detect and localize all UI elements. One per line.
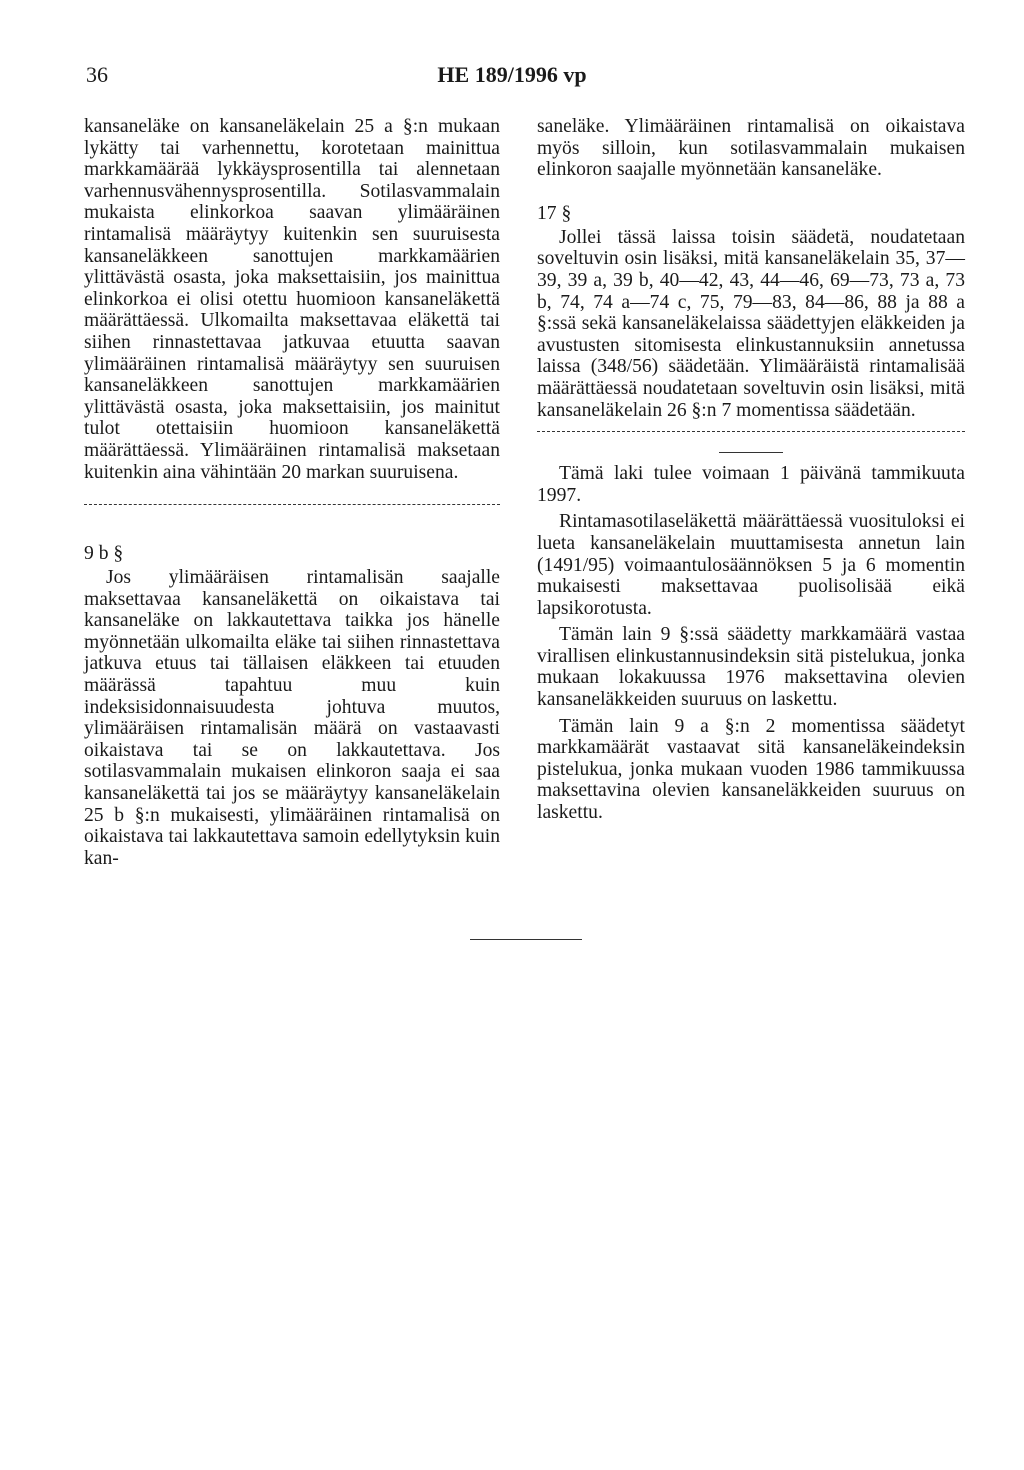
paragraph-9b: Jos ylimääräisen rintamalisän saajalle maksettavaa kansaneläkettä on oikaistava tai kansaneläke on lakkautettava taikka jos hänelle myönnetään ulkomailta eläke tai siihen rinnastettava jatkuva etuus tai tällaisen eläkkeen tai etuuden määrässä tapahtuu muu kuin indeksisidonnaisuudesta johtuva muutos, ylimääräisen rintamalisän määrä on vastaavasti oikaistava tai se on lakkautettava. Jos sotilasvammalain mukaisen elinkoron saaja ei saa kansaneläkettä tai jos se määräytyy kansaneläkelain 25 b §:n mukaisesti, ylimääräinen rintamalisä on oikaistava tai lakkautettava samoin edellytyksin kuin kan- bbox=[84, 567, 500, 869]
page-number: 36 bbox=[86, 62, 108, 87]
left-column bbox=[84, 116, 500, 869]
section-heading-9b: 9 b § bbox=[84, 543, 124, 565]
paragraph-9a-index: Tämän lain 9 a §:n 2 momentissa säädetyt markkamäärät vastaavat sitä kansaneläkeindeksin pistelukua, jonka mukaan vuoden 1986 tammikuussa maksettavina olevien kansaneläkkeiden suuruus on laskettu. bbox=[537, 715, 965, 824]
section-heading-17: 17 § bbox=[537, 202, 572, 224]
paragraph-9-index: Tämän lain 9 §:ssä säädetty markkamäärä vastaa virallisen elinkustannusindeksin sitä pistelukua, jonka mukaan lokakuussa 1976 maksettavina olevien kansaneläkkeiden suuruus on laskettu. bbox=[537, 624, 965, 711]
running-header: HE 189/1996 vp bbox=[437, 62, 587, 87]
paragraph-continuation-right: saneläke. Ylimääräinen rintamalisä on oikaistava myös silloin, kun sotilasvammalain mukaisen elinkoron saajalle myönnetään kansaneläke. bbox=[537, 116, 965, 181]
paragraph-effective-date: Tämä laki tulee voimaan 1 päivänä tammikuuta 1997. bbox=[537, 463, 965, 506]
paragraph-rintamasotilas: Rintamasotilaseläkettä määrättäessä vuosituloksi ei lueta kansaneläkelain muuttamisesta annetun lain (1491/95) voimaantulosäännöksen 5 ja 6 momentin mukaisesti maksettavaa puolisolisää eikä lapsikorotusta. bbox=[537, 511, 965, 619]
right-column bbox=[537, 116, 965, 824]
omission-line bbox=[537, 431, 965, 432]
paragraph-17: Jollei tässä laissa toisin säädetä, noudatetaan soveltuvin osin lisäksi, mitä kansaneläkelain 35, 37—39, 39 a, 39 b, 40—42, 43, 44—46, 69—73, 73 a, 73 b, 74, 74 a—74 c, 75, 79—83, 84—86, 88 ja 88 a §:ssä sekä kansaneläkelaissa säädettyjen eläkkeiden ja avustusten sitomisesta elinkustannuksiin annetussa laissa (348/56) säädetään. Ylimääräistä rintamalisää määrättäessä noudatetaan soveltuvin osin lisäksi, mitä kansaneläkelain 26 §:n 7 momentissa säädetään. bbox=[537, 226, 965, 421]
end-rule bbox=[470, 939, 582, 940]
paragraph-continuation: kansaneläke on kansaneläkelain 25 a §:n mukaan lykätty tai varhennettu, korotetaan mainittua markkamäärää lykkäysprosentilla tai alennetaan varhennusvähennysprosentilla. Sotilasvammalain mukaista elinkorkoa saavan ylimääräinen rintamalisä määräytyy kuitenkin sen suuruisesta kansaneläkkeen sanottujen markkamäärien ylittävästä osasta, joka maksettaisiin, jos mainittua elinkorkoa ei olisi otettu huomioon kansaneläkettä määrättäessä. Ulkomailta maksettavaa eläkettä tai siihen rinnastettavaa jatkuvaa etuutta saavan ylimääräinen rintamalisä määräytyy sen suuruisen kansaneläkkeen sanottujen markkamäärien ylittävästä osasta, joka maksettaisiin, jos mainitut tulot otettaisiin huomioon kansaneläkettä määrättäessä. Ylimääräinen rintamalisä maksetaan kuitenkin aina vähintään 20 markan suuruisena. bbox=[84, 116, 500, 483]
